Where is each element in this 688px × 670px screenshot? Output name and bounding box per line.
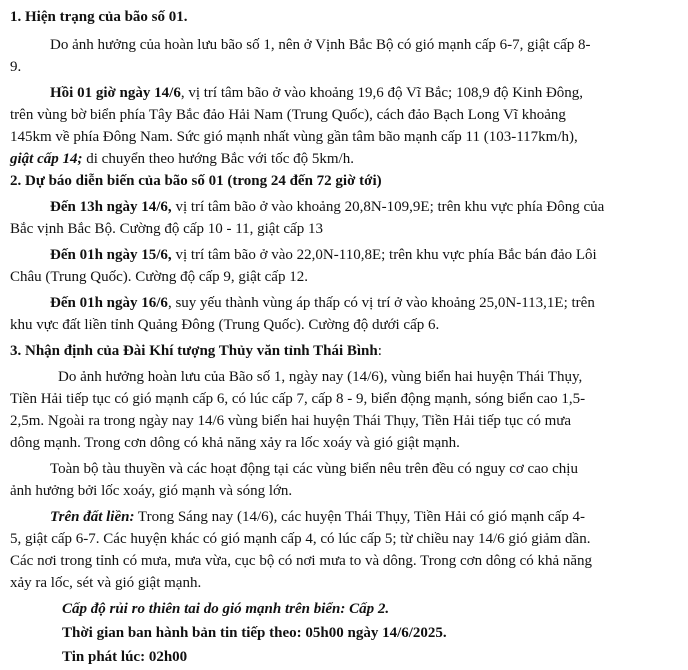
section-1-heading: 1. Hiện trạng của bão số 01. — [10, 9, 188, 25]
forecast-2-lead: Đến 01h ngày 15/6, — [50, 247, 172, 263]
section-2-heading: 2. Dự báo diễn biến của bão số 01 (trong 24 đến 72 giờ tới) — [10, 173, 382, 189]
section-3-para-3-line-1 — [50, 506, 585, 528]
section-1-para-2-line-2: trên vùng bờ biển phía Tây Bắc đảo Hải Nam (Trung Quốc), cách đảo Bạch Long Vĩ khoảng — [10, 107, 566, 123]
forecast-1-line-2: Bắc vịnh Bắc Bộ. Cường độ cấp 10 - 11, giật cấp 13 — [10, 221, 323, 237]
forecast-3-line-2: khu vực đất liền tỉnh Quảng Đông (Trung Quốc). Cường độ dưới cấp 6. — [10, 317, 440, 333]
forecast-1-lead: Đến 13h ngày 14/6, — [50, 199, 172, 215]
section-1-para-2-line-3: 145km về phía Đông Nam. Sức gió mạnh nhất vùng gần tâm bão mạnh cấp 11 (103-117km/h), — [10, 129, 578, 145]
observation-text: , vị trí tâm bão ở vào khoảng 19,6 độ Vĩ Bắc; 108,9 độ Kinh Đông, — [180, 85, 584, 101]
forecast-3-line-1 — [50, 292, 595, 314]
section-3-para-2-line-2: ảnh hưởng bởi lốc xoáy, gió mạnh và sóng lớn. — [10, 483, 293, 499]
observation-time-lead: Hồi 01 giờ ngày 14/6 — [50, 85, 181, 101]
section-3-heading — [10, 340, 382, 362]
section-3-para-1-line-1: Do ảnh hưởng hoàn lưu của Bão số 1, ngày nay (14/6), vùng biển hai huyện Thái Thụy, — [58, 369, 583, 385]
inland-lead: Trên đất liền: — [50, 509, 135, 525]
forecast-3-lead: Đến 01h ngày 16/6 — [50, 295, 168, 311]
movement-text: di chuyển theo hướng Bắc với tốc độ 5km/h. — [82, 151, 354, 167]
section-3-para-3-line-3: Các nơi trong tỉnh có mưa, mưa vừa, cục bộ có nơi mưa to và dông. Trong cơn dông có khả năng — [10, 553, 593, 569]
section-1-para-1-line-1: Do ảnh hưởng của hoàn lưu bão số 1, nên ở Vịnh Bắc Bộ có gió mạnh cấp 6-7, giật cấp 8- — [50, 37, 591, 53]
section-3-para-1-line-3: 2,5m. Ngoài ra trong ngày nay 14/6 vùng biển hai huyện Thái Thụy, Tiền Hải tiếp tục có mưa — [10, 413, 572, 429]
section-3-para-1-line-2: Tiền Hải tiếp tục có gió mạnh cấp 6, có lúc cấp 7, cấp 8 - 9, biển động mạnh, sóng biển cao 1,5- — [10, 391, 586, 407]
forecast-2-text: vị trí tâm bão ở vào 22,0N-110,8E; trên khu vực phía Bắc bán đảo Lôi — [171, 247, 597, 263]
gust-level: giật cấp 14; — [10, 151, 83, 167]
section-3-para-1-line-4: dông mạnh. Trong cơn dông có khả năng xảy ra lốc xoáy và gió giật mạnh. — [10, 435, 460, 451]
section-3-heading-text: 3. Nhận định của Đài Khí tượng Thủy văn tỉnh Thái Bình — [10, 343, 378, 359]
section-1-para-2-line-4 — [10, 148, 354, 170]
next-bulletin-time: Thời gian ban hành bản tin tiếp theo: 05h00 ngày 14/6/2025. — [62, 625, 447, 641]
forecast-3-text: , suy yếu thành vùng áp thấp có vị trí ở vào khoảng 25,0N-113,1E; trên — [167, 295, 595, 311]
section-1-para-2-line-1 — [50, 82, 583, 104]
issued-time: Tin phát lúc: 02h00 — [62, 649, 188, 665]
forecast-1-text: vị trí tâm bão ở vào khoảng 20,8N-109,9E; trên khu vực phía Đông của — [171, 199, 605, 215]
inland-text: Trong Sáng nay (14/6), các huyện Thái Thụy, Tiền Hải có gió mạnh cấp 4- — [134, 509, 585, 525]
risk-level: Cấp độ rủi ro thiên tai do gió mạnh trên biển: Cấp 2. — [62, 601, 390, 617]
forecast-2-line-2: Châu (Trung Quốc). Cường độ cấp 9, giật cấp 12. — [10, 269, 308, 285]
section-3-para-3-line-4: xảy ra lốc, sét và gió giật mạnh. — [10, 575, 202, 591]
forecast-2-line-1 — [50, 244, 597, 266]
section-3-para-2-line-1: Toàn bộ tàu thuyền và các hoạt động tại các vùng biển nêu trên đều có nguy cơ cao chịu — [50, 461, 578, 477]
section-3-para-3-line-2: 5, giật cấp 6-7. Các huyện khác có gió mạnh cấp 4, có lúc cấp 5; từ chiều nay 14/6 gió giảm dần. — [10, 531, 591, 547]
forecast-1-line-1 — [50, 196, 604, 218]
section-1-para-1-line-2: 9. — [10, 59, 22, 75]
section-3-heading-colon: : — [377, 343, 382, 359]
